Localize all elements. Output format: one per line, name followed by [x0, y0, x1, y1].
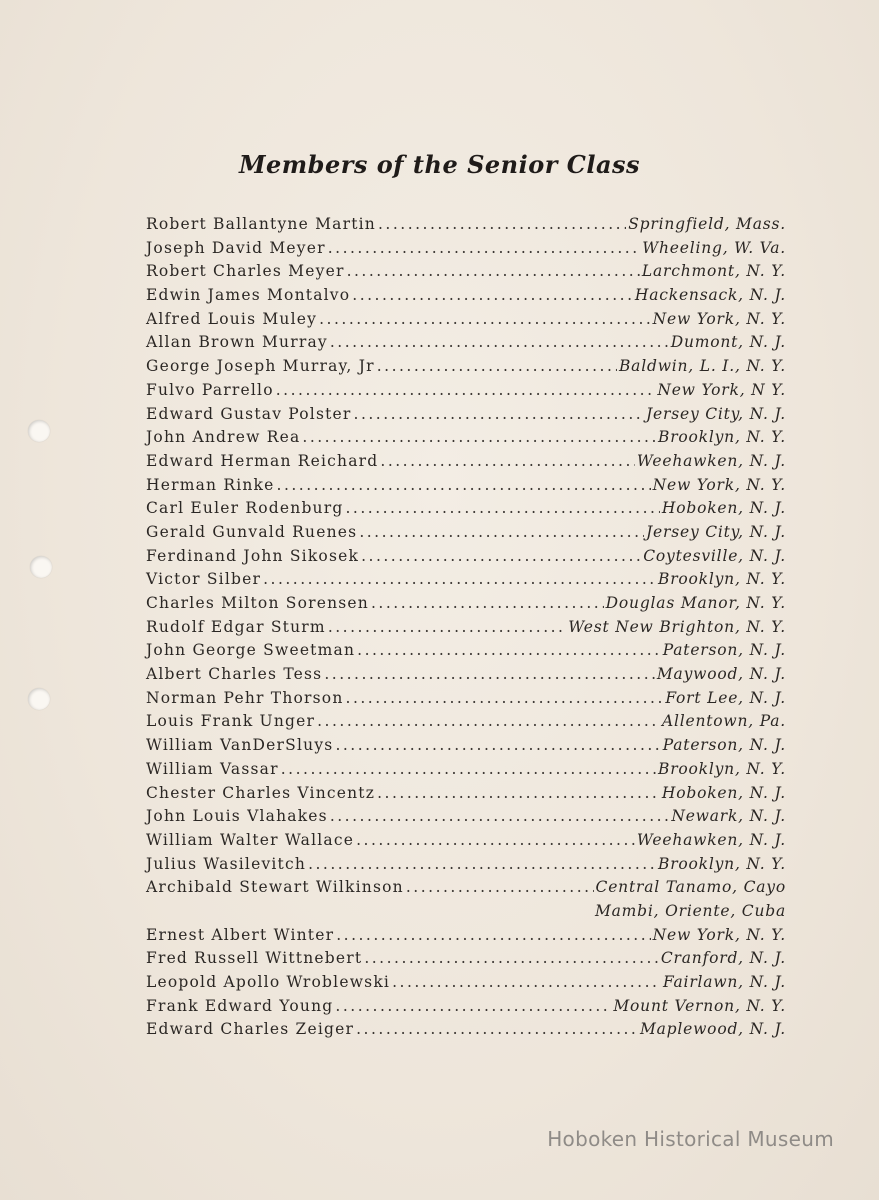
member-hometown: Maywood, N. J.: [656, 665, 786, 684]
member-list: [146, 215, 786, 1044]
member-name: Robert Charles Meyer: [146, 262, 345, 281]
dot-leader: [335, 997, 611, 1015]
member-name: Edward Gustav Polster: [146, 404, 352, 423]
dot-leader: [330, 807, 670, 825]
member-row: [146, 523, 786, 547]
dot-leader: [328, 239, 641, 257]
member-name: Ferdinand John Sikosek: [146, 546, 360, 565]
member-row: [146, 641, 786, 665]
member-row: [146, 215, 786, 239]
member-hometown: Allentown, Pa.: [661, 712, 786, 731]
dot-leader: [371, 594, 604, 612]
member-hometown: Baldwin, L. I., N. Y.: [618, 357, 786, 376]
member-hometown: Brooklyn, N. Y.: [658, 854, 786, 873]
member-row: [146, 570, 786, 594]
dot-leader: [392, 973, 661, 991]
member-hometown: Hoboken, N. J.: [661, 499, 786, 518]
member-hometown: New York, N Y.: [657, 380, 786, 399]
member-hometown: Springfield, Mass.: [628, 215, 786, 233]
member-row: [146, 831, 786, 855]
member-row: [146, 239, 786, 263]
member-hometown: Douglas Manor, N. Y.: [605, 594, 786, 612]
member-name: Alfred Louis Muley: [146, 309, 318, 328]
member-hometown: Cranford, N. J.: [660, 949, 786, 968]
member-name: John Andrew Rea: [146, 428, 301, 447]
member-row: [146, 618, 786, 642]
member-hometown: New York, N. Y.: [652, 475, 786, 494]
member-row: [146, 665, 786, 689]
member-name: Edwin James Montalvo: [146, 286, 351, 305]
dot-leader: [356, 1020, 638, 1038]
dot-leader: [330, 333, 669, 351]
dot-leader: [335, 736, 660, 754]
member-hometown: Fairlawn, N. J.: [663, 973, 786, 991]
watermark: Hoboken Historical Museum: [547, 1127, 834, 1151]
dot-leader: [380, 452, 635, 470]
member-name: Frank Edward Young: [146, 996, 334, 1015]
member-row: [146, 499, 786, 523]
member-row: [146, 310, 786, 334]
dot-leader: [364, 949, 659, 967]
member-hometown: Mount Vernon, N. Y.: [613, 996, 786, 1015]
member-name: Leopold Apollo Wroblewski: [146, 973, 391, 991]
member-hometown: Jersey City, N. J.: [646, 404, 786, 423]
dot-leader: [302, 428, 656, 446]
member-name: Victor Silber: [146, 570, 262, 589]
page-title: Members of the Senior Class: [238, 150, 641, 179]
member-name: Archibald Stewart Wilkinson: [146, 878, 404, 897]
dot-leader: [336, 926, 650, 944]
member-row: [146, 428, 786, 452]
member-hometown: Maplewood, N. J.: [639, 1020, 786, 1039]
member-row: [146, 855, 786, 879]
dot-leader: [352, 286, 633, 304]
member-row: [146, 973, 786, 997]
member-row: [146, 926, 786, 950]
member-name: Edward Charles Zeiger: [146, 1020, 355, 1039]
member-name: Louis Frank Unger: [146, 712, 316, 731]
member-hometown: New York, N. Y.: [652, 309, 786, 328]
dot-leader: [277, 476, 651, 494]
member-row: [146, 1020, 786, 1044]
member-hometown: Weehawken, N. J.: [636, 830, 786, 849]
member-hometown: Brooklyn, N. Y.: [658, 759, 786, 778]
binder-hole-middle: [30, 556, 52, 578]
dot-leader: [263, 570, 656, 588]
member-row: [146, 736, 786, 760]
dot-leader: [317, 712, 660, 730]
member-row: [146, 784, 786, 808]
member-row: [146, 689, 786, 713]
dot-leader: [356, 831, 635, 849]
member-hometown: Hackensack, N. J.: [634, 286, 786, 305]
member-name: Charles Milton Sorensen: [146, 594, 369, 612]
member-name: George Joseph Murray, Jr: [146, 357, 375, 376]
dot-leader: [354, 405, 645, 423]
member-row: [146, 476, 786, 500]
member-row: [146, 333, 786, 357]
member-hometown: Brooklyn, N. Y.: [658, 428, 786, 447]
member-hometown: Dumont, N. J.: [670, 333, 786, 352]
member-name: Herman Rinke: [146, 475, 275, 494]
member-row: [146, 286, 786, 310]
member-hometown: Weehawken, N. J.: [636, 451, 786, 470]
member-hometown: Newark, N. J.: [671, 807, 786, 826]
member-row: [146, 807, 786, 831]
member-name: Ernest Albert Winter: [146, 925, 335, 944]
dot-leader: [328, 618, 566, 636]
binder-hole-bottom: [28, 688, 50, 710]
member-row: [146, 547, 786, 571]
member-hometown: Brooklyn, N. Y.: [658, 570, 786, 589]
dot-leader: [357, 641, 661, 659]
member-hometown: Jersey City, N. J.: [646, 522, 786, 541]
member-row: [146, 357, 786, 381]
binder-hole-top: [28, 420, 50, 442]
member-name: Julius Wasilevitch: [146, 854, 307, 873]
member-name: Albert Charles Tess: [146, 665, 323, 684]
member-hometown: Hoboken, N. J.: [661, 783, 786, 802]
member-name: John George Sweetman: [146, 641, 356, 660]
dot-leader: [361, 547, 641, 565]
member-name: William VanDerSluys: [146, 736, 334, 755]
member-hometown: Wheeling, W. Va.: [642, 238, 786, 257]
member-name: Fulvo Parrello: [146, 380, 274, 399]
member-row: [146, 760, 786, 784]
dot-leader: [346, 689, 664, 707]
member-row: [146, 405, 786, 429]
dot-leader: [319, 310, 651, 328]
dot-leader: [378, 215, 626, 233]
member-name: Chester Charles Vincentz: [146, 783, 376, 802]
member-row: [146, 878, 786, 902]
member-name: Gerald Gunvald Ruenes: [146, 522, 358, 541]
member-hometown: Central Tanamo, Cayo: [595, 878, 786, 897]
member-hometown: New York, N. Y.: [652, 925, 786, 944]
member-name: Edward Herman Reichard: [146, 451, 379, 470]
member-row: [146, 452, 786, 476]
member-hometown: Paterson, N. J.: [662, 736, 786, 755]
member-name: William Vassar: [146, 759, 279, 778]
dot-leader: [377, 784, 660, 802]
member-row: [146, 712, 786, 736]
dot-leader: [276, 381, 656, 399]
member-name: Robert Ballantyne Martin: [146, 215, 376, 233]
member-hometown: Paterson, N. J.: [662, 641, 786, 660]
member-row: [146, 594, 786, 618]
member-name: Rudolf Edgar Sturm: [146, 617, 326, 636]
dot-leader: [281, 760, 656, 778]
member-hometown-continued: Mambi, Oriente, Cuba: [594, 901, 786, 920]
member-hometown: Larchmont, N. Y.: [641, 262, 786, 281]
dot-leader: [377, 357, 617, 375]
member-row: [146, 381, 786, 405]
dot-leader: [324, 665, 655, 683]
member-name: Joseph David Meyer: [146, 238, 326, 257]
dot-leader: [406, 878, 594, 896]
dot-leader: [345, 499, 659, 517]
member-name: Carl Euler Rodenburg: [146, 499, 344, 518]
dot-leader: [359, 523, 644, 541]
member-name: Allan Brown Murray: [146, 333, 328, 352]
member-hometown: West New Brighton, N. Y.: [568, 617, 786, 636]
member-row: [146, 949, 786, 973]
member-hometown: Coytesville, N. J.: [643, 546, 786, 565]
dot-leader: [347, 262, 640, 280]
member-name: Fred Russell Wittnebert: [146, 949, 363, 968]
member-row: [146, 997, 786, 1021]
dot-leader: [308, 855, 656, 873]
member-row: [146, 262, 786, 286]
member-name: William Walter Wallace: [146, 830, 355, 849]
member-name: Norman Pehr Thorson: [146, 688, 344, 707]
member-name: John Louis Vlahakes: [146, 807, 328, 826]
member-hometown: Fort Lee, N. J.: [665, 688, 786, 707]
